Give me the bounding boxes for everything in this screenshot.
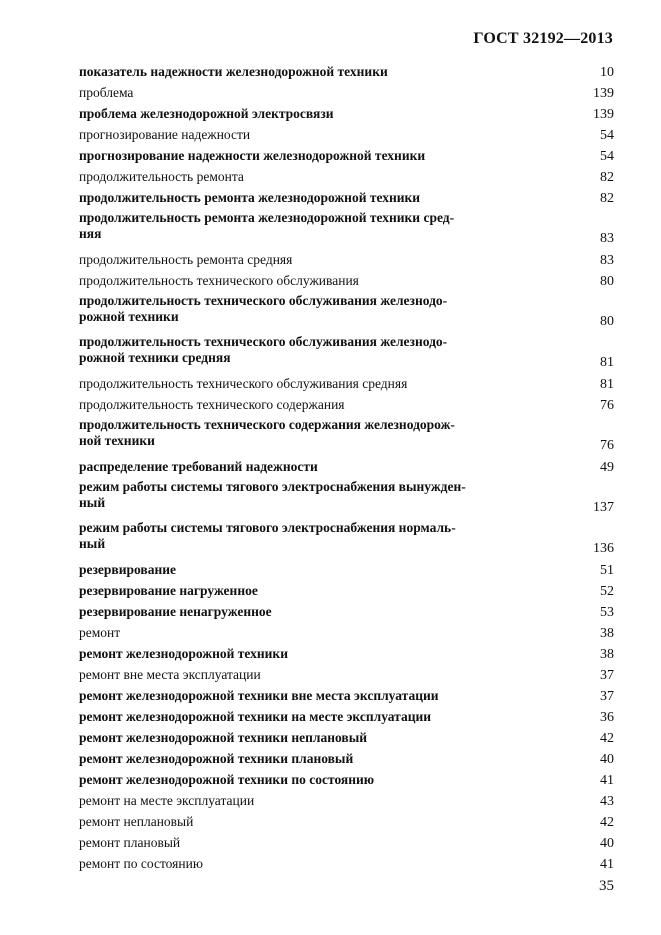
index-term: резервирование: [79, 562, 177, 577]
index-page-ref: 139: [593, 107, 614, 122]
index-entry: [79, 686, 614, 707]
index-term: ремонт железнодорожной техники на месте эксплуатации: [79, 709, 432, 724]
index-term: распределение требований надежности: [79, 459, 318, 474]
index-term: ремонт вне места эксплуатации: [79, 667, 261, 682]
index-term: продолжительность ремонта железнодорожной техники сред- няя: [79, 210, 455, 241]
index-entry: [79, 478, 614, 519]
index-page-ref: 81: [600, 355, 614, 370]
index-term: ремонт по состоянию: [79, 856, 203, 871]
index-page-ref: 37: [600, 689, 614, 704]
index-entry: [79, 374, 614, 395]
index-entry: [79, 209, 614, 250]
index-page-ref: 40: [600, 752, 614, 767]
index-page-ref: 41: [600, 773, 614, 788]
index-term: ремонт железнодорожной техники вне места эксплуатации: [79, 688, 439, 703]
index-term: проблема: [79, 85, 134, 100]
index-entry: [79, 770, 614, 791]
index-page-ref: 137: [593, 500, 614, 515]
index-entry: [79, 250, 614, 271]
index-term: продолжительность технического обслуживания средняя: [79, 376, 408, 391]
index-term: продолжительность технического обслуживания: [79, 273, 359, 288]
index-entry: [79, 292, 614, 333]
index-term: резервирование ненагруженное: [79, 604, 272, 619]
index-term: продолжительность технического содержания железнодорож- ной техники: [79, 417, 455, 448]
index-entry: [79, 62, 614, 83]
index-entry: [79, 457, 614, 478]
index-page-ref: 82: [600, 170, 614, 185]
index-entry: [79, 854, 614, 875]
index-entry: [79, 707, 614, 728]
index-page-ref: 53: [600, 605, 614, 620]
index-page-ref: 52: [600, 584, 614, 599]
document-header: ГОСТ 32192—2013: [473, 30, 613, 47]
index-term: продолжительность ремонта: [79, 169, 244, 184]
index-entry: [79, 791, 614, 812]
index-entry: [79, 833, 614, 854]
index-page-ref: 139: [593, 86, 614, 101]
index-page-ref: 38: [600, 647, 614, 662]
index-term: прогнозирование надежности железнодорожной техники: [79, 148, 426, 163]
index-page-ref: 38: [600, 626, 614, 641]
index-page-ref: 40: [600, 836, 614, 851]
index-term: продолжительность ремонта средняя: [79, 252, 293, 267]
index-entry: [79, 167, 614, 188]
index-term: показатель надежности железнодорожной техники: [79, 64, 388, 79]
index-page-ref: 49: [600, 460, 614, 475]
index-page-ref: 83: [600, 253, 614, 268]
index-entry: [79, 728, 614, 749]
index-entry: [79, 623, 614, 644]
index-entry: [79, 83, 614, 104]
index-page-ref: 51: [600, 563, 614, 578]
index-entry: [79, 602, 614, 623]
index-entry: [79, 665, 614, 686]
index-page-ref: 37: [600, 668, 614, 683]
index-entry: [79, 519, 614, 560]
index-term: ремонт железнодорожной техники по состоянию: [79, 772, 375, 787]
index-term: ремонт железнодорожной техники плановый: [79, 751, 354, 766]
index-page-ref: 36: [600, 710, 614, 725]
index-entry: [79, 560, 614, 581]
index-term: ремонт плановый: [79, 835, 181, 850]
index-term: ремонт железнодорожной техники: [79, 646, 288, 661]
index-term: режим работы системы тягового электроснабжения вынужден- ный: [79, 479, 466, 510]
index-list: [79, 62, 614, 875]
index-page-ref: 10: [600, 65, 614, 80]
index-page-ref: 80: [600, 314, 614, 329]
index-term: прогнозирование надежности: [79, 127, 251, 142]
index-page-ref: 82: [600, 191, 614, 206]
index-page-ref: 81: [600, 377, 614, 392]
index-entry: [79, 146, 614, 167]
index-page-ref: 80: [600, 274, 614, 289]
index-page-ref: 76: [600, 398, 614, 413]
index-term: проблема железнодорожной электросвязи: [79, 106, 334, 121]
index-term: ремонт на месте эксплуатации: [79, 793, 255, 808]
index-page-ref: 42: [600, 731, 614, 746]
page-number: 35: [599, 878, 614, 894]
index-entry: [79, 188, 614, 209]
index-term: ремонт железнодорожной техники неплановый: [79, 730, 368, 745]
index-page-ref: 42: [600, 815, 614, 830]
index-entry: [79, 333, 614, 374]
index-page-ref: 136: [593, 541, 614, 556]
index-term: продолжительность технического обслуживания железнодо- рожной техники: [79, 293, 448, 324]
index-term: резервирование нагруженное: [79, 583, 258, 598]
index-entry: [79, 581, 614, 602]
index-term: продолжительность технического обслуживания железнодо- рожной техники средняя: [79, 334, 448, 365]
index-page-ref: 54: [600, 149, 614, 164]
index-term: продолжительность ремонта железнодорожной техники: [79, 190, 421, 205]
index-page-ref: 83: [600, 231, 614, 246]
index-page-ref: 41: [600, 857, 614, 872]
index-entry: [79, 416, 614, 457]
index-page-ref: 76: [600, 438, 614, 453]
index-term: ремонт неплановый: [79, 814, 194, 829]
index-entry: [79, 271, 614, 292]
index-entry: [79, 812, 614, 833]
index-page-ref: 54: [600, 128, 614, 143]
index-term: ремонт: [79, 625, 121, 640]
index-entry: [79, 125, 614, 146]
index-entry: [79, 644, 614, 665]
index-entry: [79, 104, 614, 125]
index-term: режим работы системы тягового электроснабжения нормаль- ный: [79, 520, 456, 551]
index-term: продолжительность технического содержания: [79, 397, 345, 412]
index-page-ref: 43: [600, 794, 614, 809]
index-entry: [79, 395, 614, 416]
index-entry: [79, 749, 614, 770]
